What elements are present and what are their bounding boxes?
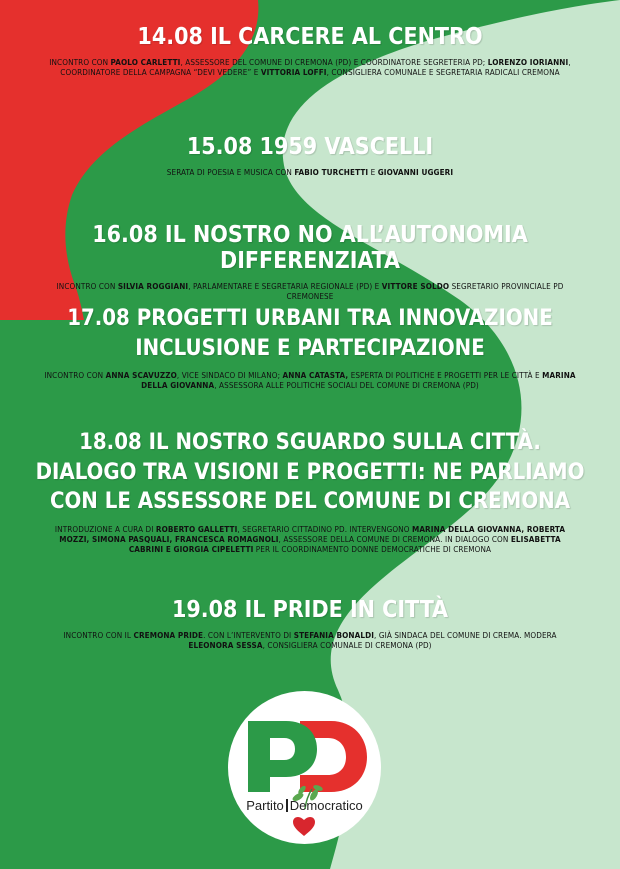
event-1808	[30, 428, 590, 555]
person-name: ANNA SCAVUZZO	[105, 370, 177, 381]
logo-word-partito: Partito	[246, 798, 284, 813]
event-description	[30, 58, 590, 78]
description-text: INCONTRO CON	[49, 57, 111, 67]
description-text: INCONTRO CON	[44, 370, 106, 381]
person-name: STEFANIA BONALDI	[293, 630, 375, 640]
description-text: E	[368, 167, 378, 177]
person-name: GIOVANNI UGGERI	[377, 167, 454, 177]
event-title: 15.08 1959 VASCELLI	[186, 134, 434, 160]
person-name: FABIO TURCHETTI	[294, 167, 369, 177]
person-name: SILVIA ROGGIANI	[117, 281, 189, 291]
description-text: , GIÀ SINDACA DEL COMUNE DI CREMA. MODERA	[374, 630, 557, 640]
description-text: SERATA DI POESIA E MUSICA CON	[166, 167, 295, 177]
description-text: , COORDINATORE DELLA CAMPAGNA “DEVI VEDERE” E	[60, 57, 571, 77]
person-name: MARINA DELLA GIOVANNA	[141, 370, 576, 391]
pd-logo-mark	[228, 691, 381, 844]
person-name: ANNA CATASTA,	[282, 370, 349, 381]
description-text: , CONSIGLIERA COMUNALE E SEGRETARIA RADICALI CREMONA	[326, 66, 560, 77]
person-name: ELEONORA SESSA	[188, 639, 263, 650]
person-name: ELISABETTA CABRINI E GIORGIA CIPELETTI	[128, 533, 561, 554]
event-description	[30, 371, 590, 391]
logo-separator	[286, 799, 288, 812]
event-1608	[30, 222, 590, 302]
description-text: ESPERTA DI POLITICHE E PROGETTI PER LE CITTÀ E	[348, 370, 543, 381]
description-text: . CON L’INTERVENTO DI	[203, 630, 294, 640]
event-title: 16.08 IL NOSTRO NO ALL’AUTONOMIA DIFFERENZIATA	[92, 222, 528, 274]
pd-logo	[228, 691, 381, 844]
event-1408	[30, 24, 590, 78]
person-name: ROBERTO GALLETTI	[155, 524, 238, 535]
event-1508	[30, 134, 590, 178]
person-name: CREMONA PRIDE	[133, 630, 204, 640]
heart-icon	[293, 817, 315, 836]
person-name: MARINA DELLA GIOVANNA, ROBERTA MOZZI, SIMONA PASQUALI, FRANCESCA ROMAGNOLI	[59, 524, 566, 544]
description-text: , PARLAMENTARE E SEGRETARIA REGIONALE (PD) E	[188, 281, 382, 291]
description-text: , ASSESSORA ALLE POLITICHE SOCIALI DEL COMUNE DI CREMONA (PD)	[214, 380, 479, 391]
description-text: INCONTRO CON	[56, 281, 118, 291]
person-name: VITTORE SOLDO	[381, 281, 450, 291]
logo-wordmark	[228, 798, 381, 813]
person-name: VITTORIA LOFFI	[260, 66, 327, 77]
event-title: 14.08 IL CARCERE AL CENTRO	[137, 24, 483, 50]
event-description	[30, 631, 590, 651]
logo-word-democratico: Democratico	[289, 798, 363, 813]
description-text: INTRODUZIONE A CURA DI	[54, 524, 156, 535]
description-text: , SEGRETARIO CITTADINO PD. INTERVENGONO	[237, 524, 412, 535]
event-title: 17.08 PROGETTI URBANI TRA INNOVAZIONE INCLUSIONE E PARTECIPAZIONE	[67, 306, 553, 361]
description-text: SEGRETARIO PROVINCIALE PD CREMONESE	[286, 281, 564, 301]
event-1708	[30, 304, 590, 391]
description-text: PER IL COORDINAMENTO DONNE DEMOCRATICHE DI CREMONA	[253, 543, 492, 554]
event-title: 19.08 IL PRIDE IN CITTÀ	[171, 597, 449, 623]
description-text: , VICE SINDACO DI MILANO;	[176, 370, 283, 381]
description-text: INCONTRO CON IL	[63, 630, 134, 640]
person-name: LORENZO IORIANNI	[487, 57, 569, 67]
event-title: 18.08 IL NOSTRO SGUARDO SULLA CITTÀ. DIALOGO TRA VISIONI E PROGETTI: NE PARLIAMO CON LE ASSESSORE DEL COMUNE DI CREMONA	[35, 430, 585, 515]
event-1908	[30, 597, 590, 651]
event-description	[30, 525, 590, 555]
description-text: , CONSIGLIERA COMUNALE DI CREMONA (PD)	[262, 639, 432, 650]
event-description	[30, 168, 590, 178]
event-description	[30, 282, 590, 302]
description-text: , ASSESSORE DELLA COMUNE DI CREMONA. IN DIALOGO CON	[278, 533, 511, 544]
person-name: PAOLO CARLETTI	[110, 57, 181, 67]
description-text: , ASSESSORE DEL COMUNE DI CREMONA (PD) E COORDINATORE SEGRETERIA PD;	[180, 57, 488, 67]
